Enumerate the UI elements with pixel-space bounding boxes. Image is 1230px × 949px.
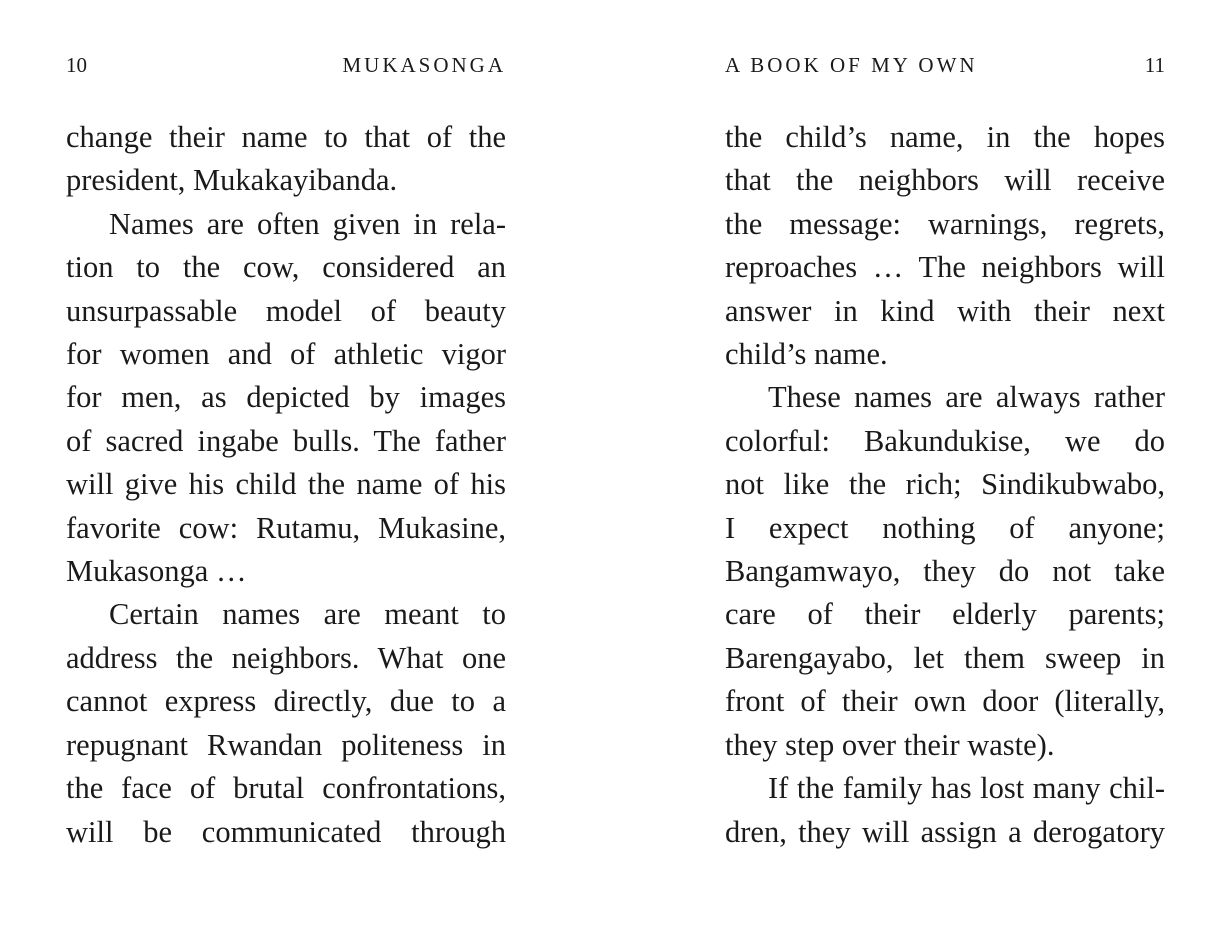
right-page-number: 11	[1144, 53, 1165, 77]
text-line: of sacred ingabe bulls. The father	[66, 423, 506, 458]
text-line: Mukasonga …	[66, 554, 247, 589]
left-running-head	[66, 50, 506, 80]
text-line: will be communicated through	[66, 814, 506, 849]
text-line: reproaches … The neighbors will	[725, 250, 1165, 285]
text-line: If the family has lost many chil-	[768, 771, 1165, 806]
text-line: favorite cow: Rutamu, Mukasine,	[66, 510, 506, 545]
text-line: president, Mukakayibanda.	[66, 163, 398, 198]
left-running-head-title: MUKASONGA	[342, 53, 506, 77]
text-line: they step over their waste).	[725, 727, 1055, 762]
text-line: for men, as depicted by images	[66, 380, 506, 415]
right-running-head	[725, 50, 1165, 80]
right-running-head-title: A BOOK OF MY OWN	[725, 53, 978, 77]
text-line: care of their elderly parents;	[725, 597, 1165, 632]
text-line: will give his child the name of his	[66, 467, 506, 502]
text-line: that the neighbors will receive	[725, 163, 1165, 198]
text-line: unsurpassable model of beauty	[66, 293, 506, 328]
text-line: the face of brutal confrontations,	[66, 771, 506, 806]
text-line: child’s name.	[725, 337, 888, 372]
text-line: Bangamwayo, they do not take	[725, 554, 1165, 589]
left-page-number: 10	[66, 53, 87, 77]
text-line: dren, they will assign a derogatory	[725, 814, 1165, 849]
right-body-text	[725, 116, 1165, 854]
text-line: for women and of athletic vigor	[66, 337, 506, 372]
text-line: front of their own door (literally,	[725, 684, 1165, 719]
text-line: cannot express directly, due to a	[66, 684, 506, 719]
text-line: colorful: Bakundukise, we do	[725, 423, 1165, 458]
text-line: Barengayabo, let them sweep in	[725, 640, 1165, 675]
text-line: Names are often given in rela-	[109, 206, 506, 241]
text-line: Certain names are meant to	[109, 597, 506, 632]
text-line: address the neighbors. What one	[66, 640, 506, 675]
text-line: the child’s name, in the hopes	[725, 120, 1165, 154]
right-page	[725, 0, 1165, 949]
text-line: I expect nothing of anyone;	[725, 510, 1165, 545]
left-body-text	[66, 116, 506, 854]
text-line: repugnant Rwandan politeness in	[66, 727, 506, 762]
text-line: not like the rich; Sindikubwabo,	[725, 467, 1165, 502]
left-page	[66, 0, 506, 949]
text-line: change their name to that of the	[66, 120, 506, 154]
text-line: the message: warnings, regrets,	[725, 206, 1165, 241]
text-line: answer in kind with their next	[725, 293, 1165, 328]
text-line: These names are always rather	[768, 380, 1165, 415]
text-line: tion to the cow, considered an	[66, 250, 506, 285]
